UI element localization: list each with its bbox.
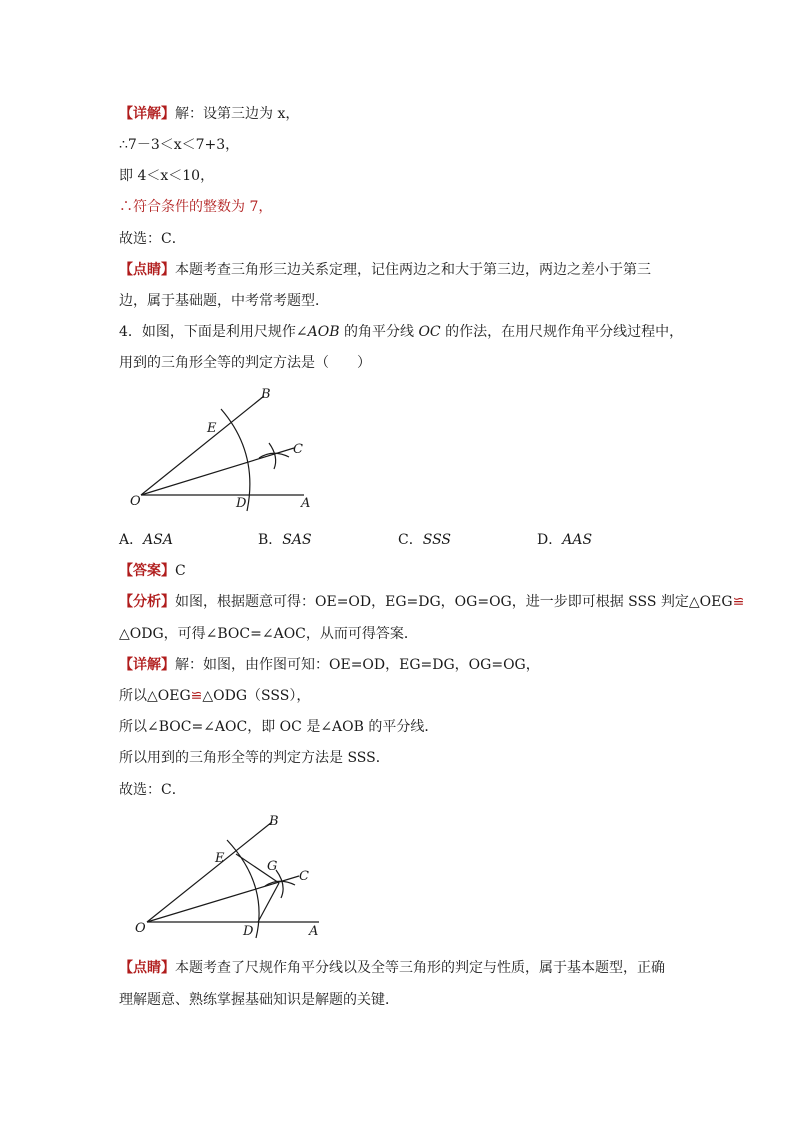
question-line2: 用到的三角形全等的判定方法是（ ） — [119, 355, 371, 371]
figure1-label-b: B — [261, 387, 271, 402]
figure2-ray-ob — [147, 822, 272, 922]
detail1-tag: 【详解】 — [119, 106, 175, 122]
analysis-line1 — [119, 592, 744, 612]
figure2-ray-oc — [147, 876, 299, 922]
figure1-ray-ob — [141, 396, 264, 495]
analysis-cong: ≌ — [732, 594, 745, 610]
detail2-line3: 所以∠BOC=∠AOC，即 OC 是∠AOB 的平分线． — [119, 719, 439, 735]
figure2-label-e: E — [215, 851, 225, 866]
detail2-tag: 【详解】 — [119, 657, 175, 673]
option-d[interactable] — [537, 530, 592, 550]
detail2-text1: 解：如图，由作图可知：OE=OD，EG=DG，OG=OG， — [175, 657, 540, 673]
analysis-line2: △ODG，可得∠BOC=∠AOC，从而可得答案． — [119, 626, 418, 642]
answer-value: C — [175, 563, 186, 579]
figure1-label-o: O — [130, 494, 141, 509]
comment1-line1 — [119, 260, 651, 280]
figure1-ray-oc — [141, 448, 294, 495]
figure2-label-d: D — [243, 924, 254, 939]
detail1-line1 — [119, 104, 299, 124]
option-d-value: AAS — [562, 532, 593, 548]
detail1-text: 解：设第三边为 x， — [175, 106, 300, 122]
question-num: 4．如图，下面是利用尺规作 — [119, 324, 296, 340]
question-oc: OC — [418, 324, 441, 340]
detail2-cong: ≌ — [190, 688, 203, 704]
answer-line — [119, 561, 186, 581]
figure2-label-c: C — [299, 869, 309, 884]
figure2-label-o: O — [135, 921, 146, 936]
question-angle: ∠AOB — [295, 324, 340, 340]
figure1-label-d: D — [236, 496, 247, 511]
option-d-letter: D． — [537, 532, 563, 548]
option-b[interactable] — [258, 530, 312, 550]
figure2-label-a: A — [309, 924, 319, 939]
option-c[interactable] — [398, 530, 451, 550]
question-tail: 的作法，在用尺规作角平分线过程中， — [440, 324, 684, 340]
option-c-letter: C． — [398, 532, 423, 548]
analysis-text1: 如图，根据题意可得：OE=OD，EG=DG，OG=OG，进一步即可根据 SSS 判定△OEG — [175, 594, 733, 610]
figure1-angle-bisector — [119, 383, 329, 518]
detail1-line2: ∴7－3＜x＜7+3， — [119, 137, 240, 153]
detail2-text2a: 所以△OEG — [119, 688, 191, 704]
detail2-text2b: △ODG（SSS）， — [202, 688, 311, 704]
option-a-value: ASA — [143, 532, 173, 548]
comment2-line1 — [119, 958, 665, 978]
comment2-line2: 理解题意、熟练掌握基础知识是解题的关键． — [119, 992, 399, 1008]
comment1-line2: 边，属于基础题，中考常考题型． — [119, 293, 329, 309]
figure2-segment-dg — [258, 883, 279, 922]
comment1-text1: 本题考查三角形三边关系定理，记住两边之和大于第三边，两边之差小于第三 — [175, 262, 651, 278]
figure1-label-e: E — [207, 421, 217, 436]
option-b-letter: B． — [258, 532, 283, 548]
comment2-tag: 【点睛】 — [119, 960, 175, 976]
detail1-line4: ∴符合条件的整数为 7， — [119, 199, 273, 215]
figure2-label-b: B — [269, 814, 279, 829]
question-mid: 的角平分线 — [339, 324, 419, 340]
option-b-value: SAS — [282, 532, 312, 548]
option-a[interactable] — [119, 530, 173, 550]
figure2-arc-a — [276, 870, 283, 898]
option-a-letter: A． — [119, 532, 144, 548]
figure1-label-c: C — [293, 442, 303, 457]
comment2-text1: 本题考查了尺规作角平分线以及全等三角形的判定与性质，属于基本题型，正确 — [175, 960, 665, 976]
detail2-line1 — [119, 655, 540, 675]
detail2-line2 — [119, 686, 310, 706]
detail2-line5: 故选：C． — [119, 782, 186, 798]
question-line1 — [119, 322, 683, 342]
figure1-label-a: A — [301, 496, 311, 511]
option-c-value: SSS — [422, 532, 451, 548]
detail2-line4: 所以用到的三角形全等的判定方法是 SSS． — [119, 750, 390, 766]
comment1-tag: 【点睛】 — [119, 262, 175, 278]
figure2-label-g: G — [267, 859, 278, 874]
figure2-angle-bisector-with-triangles — [119, 810, 334, 945]
answer-tag: 【答案】 — [119, 563, 175, 579]
detail1-line5: 故选：C． — [119, 231, 186, 247]
detail1-line3: 即 4＜x＜10， — [119, 168, 215, 184]
analysis-tag: 【分析】 — [119, 594, 175, 610]
